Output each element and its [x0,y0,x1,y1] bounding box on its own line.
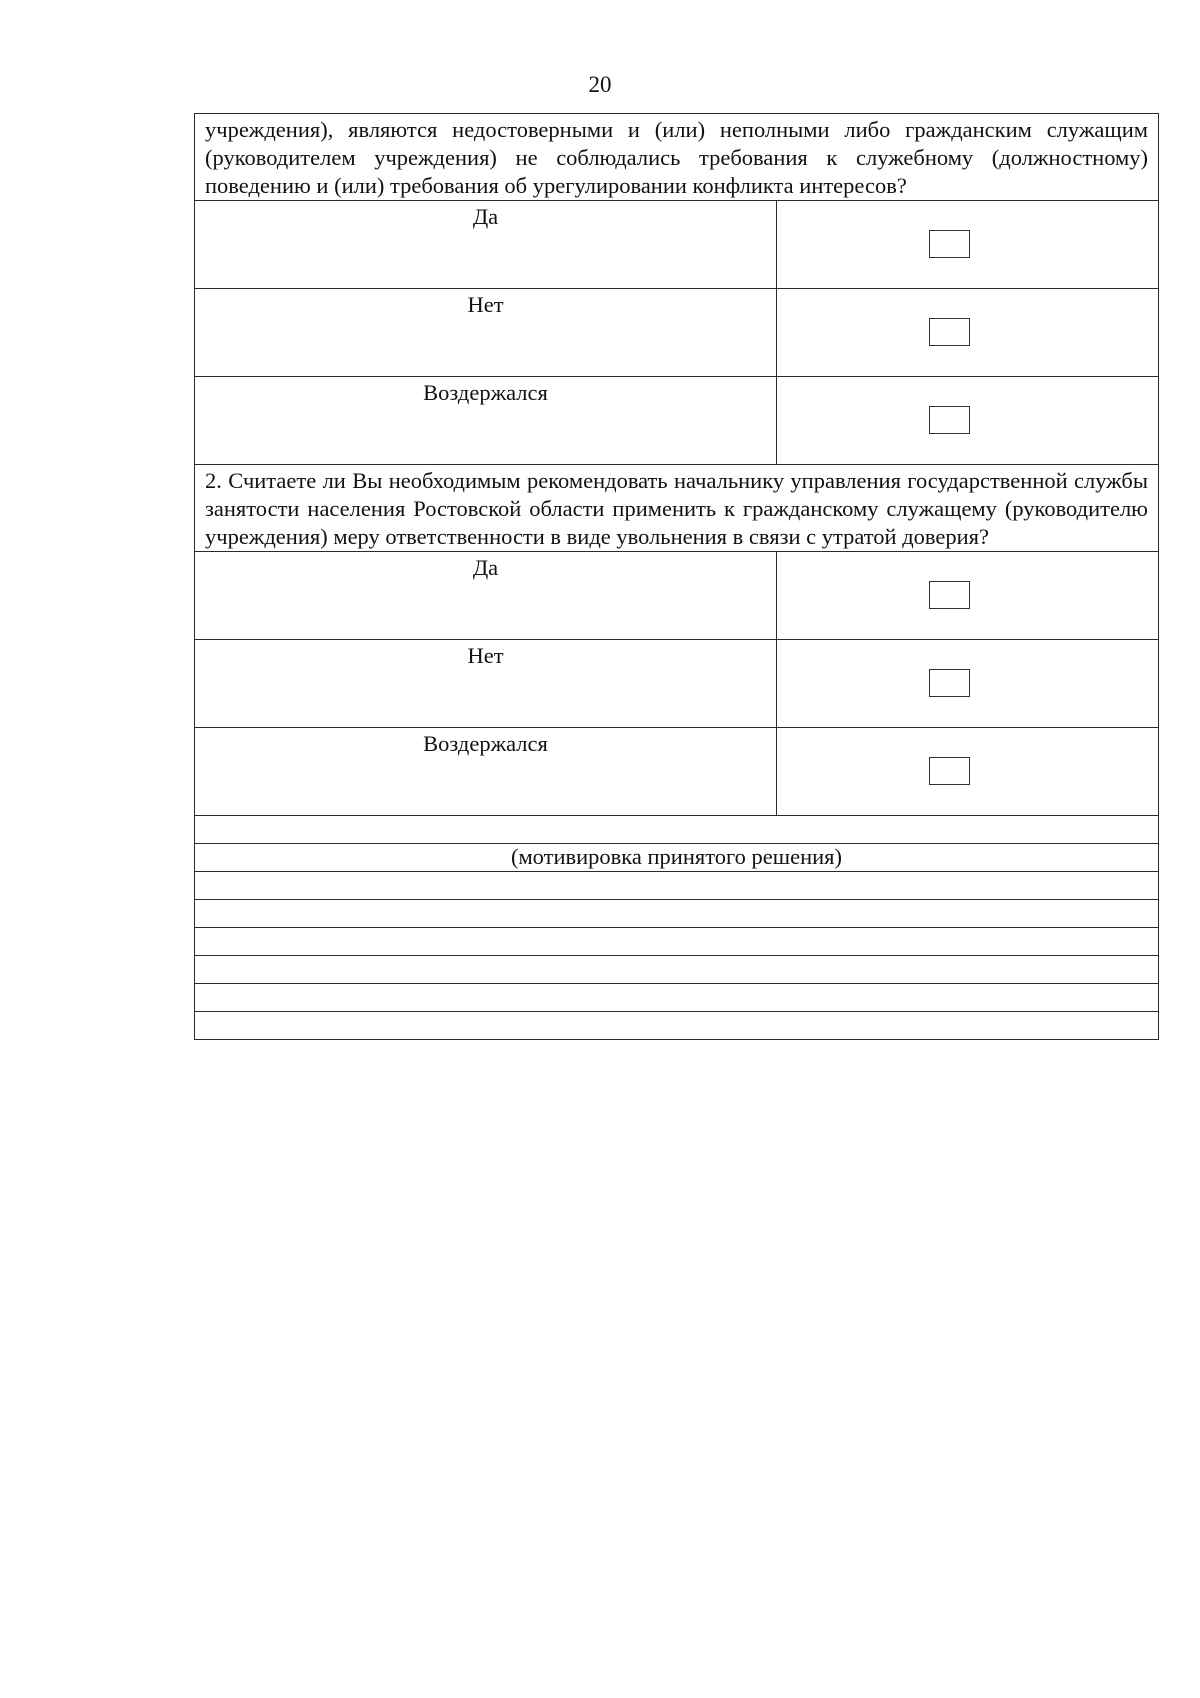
answer-label-yes: Да [195,201,777,289]
blank-line [195,900,1159,928]
blank-input-line[interactable] [195,984,1159,1012]
answer-label-no: Нет [195,289,777,377]
blank-line [195,928,1159,956]
page-number: 20 [588,72,612,97]
answer-row [195,728,1159,816]
answer-row [195,289,1159,377]
answer-label-abstained: Воздержался [195,377,777,465]
blank-line [195,956,1159,984]
checkbox-q1-yes[interactable] [929,230,970,258]
question-1-row [195,114,1159,201]
answer-label-no: Нет [195,640,777,728]
blank-line [195,872,1159,900]
checkbox-q2-abstained[interactable] [929,757,970,785]
answer-label-abstained: Воздержался [195,728,777,816]
blank-input-line[interactable] [195,872,1159,900]
blank-line [195,984,1159,1012]
voting-form-table [194,113,1159,1040]
checkbox-q1-abstained[interactable] [929,406,970,434]
question-2-text: 2. Считаете ли Вы необходимым рекомендовать начальнику управления государственной службы занятости населения Ростовской области применить к гражданскому служащему (руководителю учреждения) меру ответственности в виде увольнения в связи с утратой доверия? [195,465,1159,552]
motivation-input-line[interactable] [195,816,1159,844]
question-2-row [195,465,1159,552]
answer-row [195,377,1159,465]
answer-label-yes: Да [195,552,777,640]
answer-row [195,552,1159,640]
blank-line [195,1012,1159,1040]
blank-input-line[interactable] [195,1012,1159,1040]
checkbox-q2-no[interactable] [929,669,970,697]
checkbox-q2-yes[interactable] [929,581,970,609]
question-1-text: учреждения), являются недостоверными и (или) неполными либо гражданским служащим (руководителем учреждения) не соблюдались требования к служебному (должностному) поведению и (или) требования об урегулировании конфликта интересов? [195,114,1159,201]
checkbox-q1-no[interactable] [929,318,970,346]
answer-row [195,640,1159,728]
answer-row [195,201,1159,289]
motivation-caption: (мотивировка принятого решения) [195,844,1159,872]
motivation-line [195,816,1159,844]
blank-input-line[interactable] [195,956,1159,984]
motivation-caption-row [195,844,1159,872]
blank-input-line[interactable] [195,900,1159,928]
blank-input-line[interactable] [195,928,1159,956]
